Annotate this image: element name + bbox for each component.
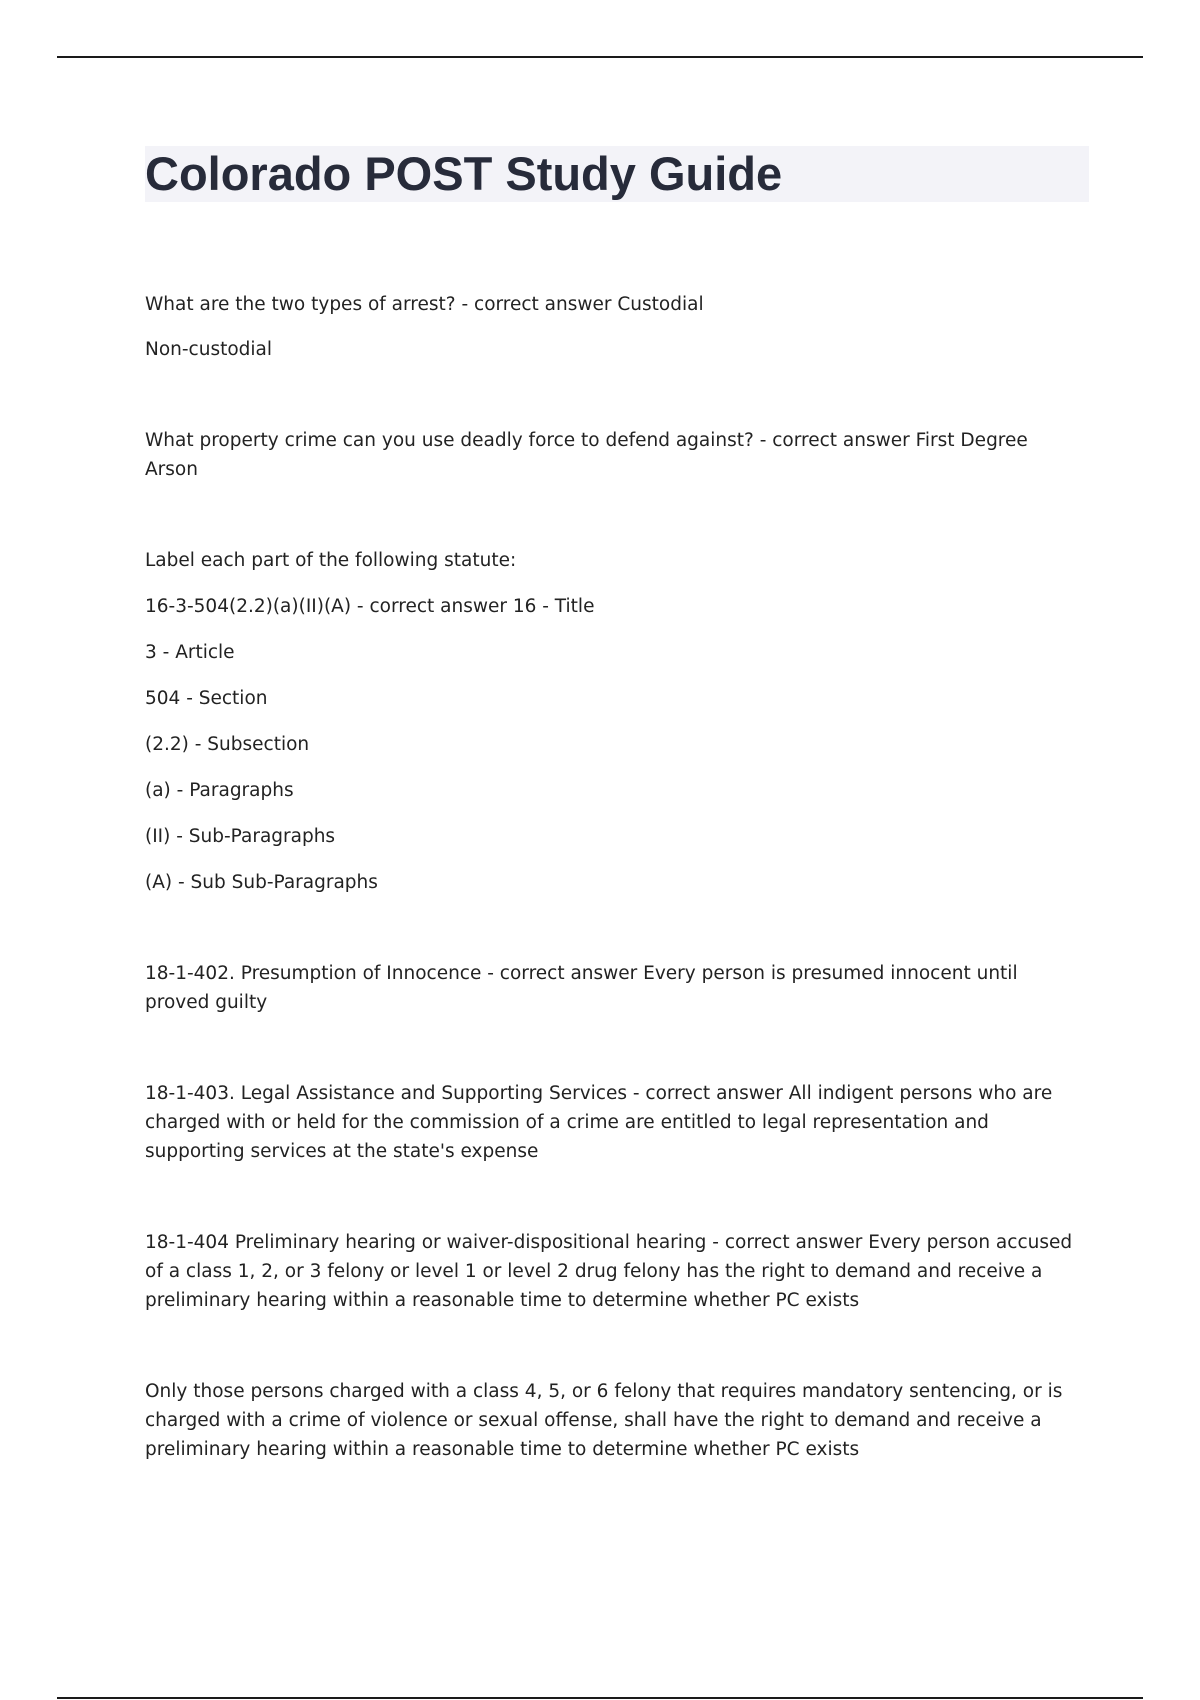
qa-line: (A) - Sub Sub-Paragraphs	[145, 872, 378, 893]
qa-line: What are the two types of arrest? - correct answer Custodial	[145, 294, 704, 315]
page-title: Colorado POST Study Guide	[145, 146, 1089, 202]
qa-item-deadly-force	[145, 426, 1085, 484]
study-guide-content	[145, 290, 1085, 1526]
qa-line: 16-3-504(2.2)(a)(II)(A) - correct answer 16 - Title	[145, 596, 595, 617]
qa-line: (II) - Sub-Paragraphs	[145, 826, 336, 847]
qa-item-statute-parts	[145, 546, 1085, 897]
qa-line: 18-1-403. Legal Assistance and Supporting Services - correct answer All indigent persons who are charged with or held for the commission of a crime are entitled to legal representation and supporting services at the state's expense	[145, 1083, 1053, 1162]
qa-line: 504 - Section	[145, 688, 268, 709]
header-rule	[57, 56, 1143, 58]
qa-item-legal-assistance	[145, 1079, 1085, 1166]
qa-item-arrest-types	[145, 290, 1085, 364]
qa-line: Non-custodial	[145, 339, 273, 360]
qa-line: 3 - Article	[145, 642, 235, 663]
qa-line: (a) - Paragraphs	[145, 780, 294, 801]
qa-item-presumption-of-innocence	[145, 959, 1085, 1017]
footer-rule	[57, 1697, 1143, 1699]
qa-line: What property crime can you use deadly force to defend against? - correct answer First Degree Arson	[145, 430, 1028, 480]
qa-line: Only those persons charged with a class 4, 5, or 6 felony that requires mandatory sentencing, or is charged with a crime of violence or sexual offense, shall have the right to demand and receive a preliminary hearing within a reasonable time to determine whether PC exists	[145, 1381, 1063, 1460]
qa-line: 18-1-404 Preliminary hearing or waiver-dispositional hearing - correct answer Every person accused of a class 1, 2, or 3 felony or level 1 or level 2 drug felony has the right to demand and receive a preliminary hearing within a reasonable time to determine whether PC exists	[145, 1232, 1073, 1311]
qa-item-preliminary-hearing-limits	[145, 1377, 1085, 1464]
qa-line: Label each part of the following statute:	[145, 550, 517, 571]
qa-line: (2.2) - Subsection	[145, 734, 310, 755]
qa-line: 18-1-402. Presumption of Innocence - correct answer Every person is presumed innocent until proved guilty	[145, 963, 1018, 1013]
qa-item-preliminary-hearing	[145, 1228, 1085, 1315]
